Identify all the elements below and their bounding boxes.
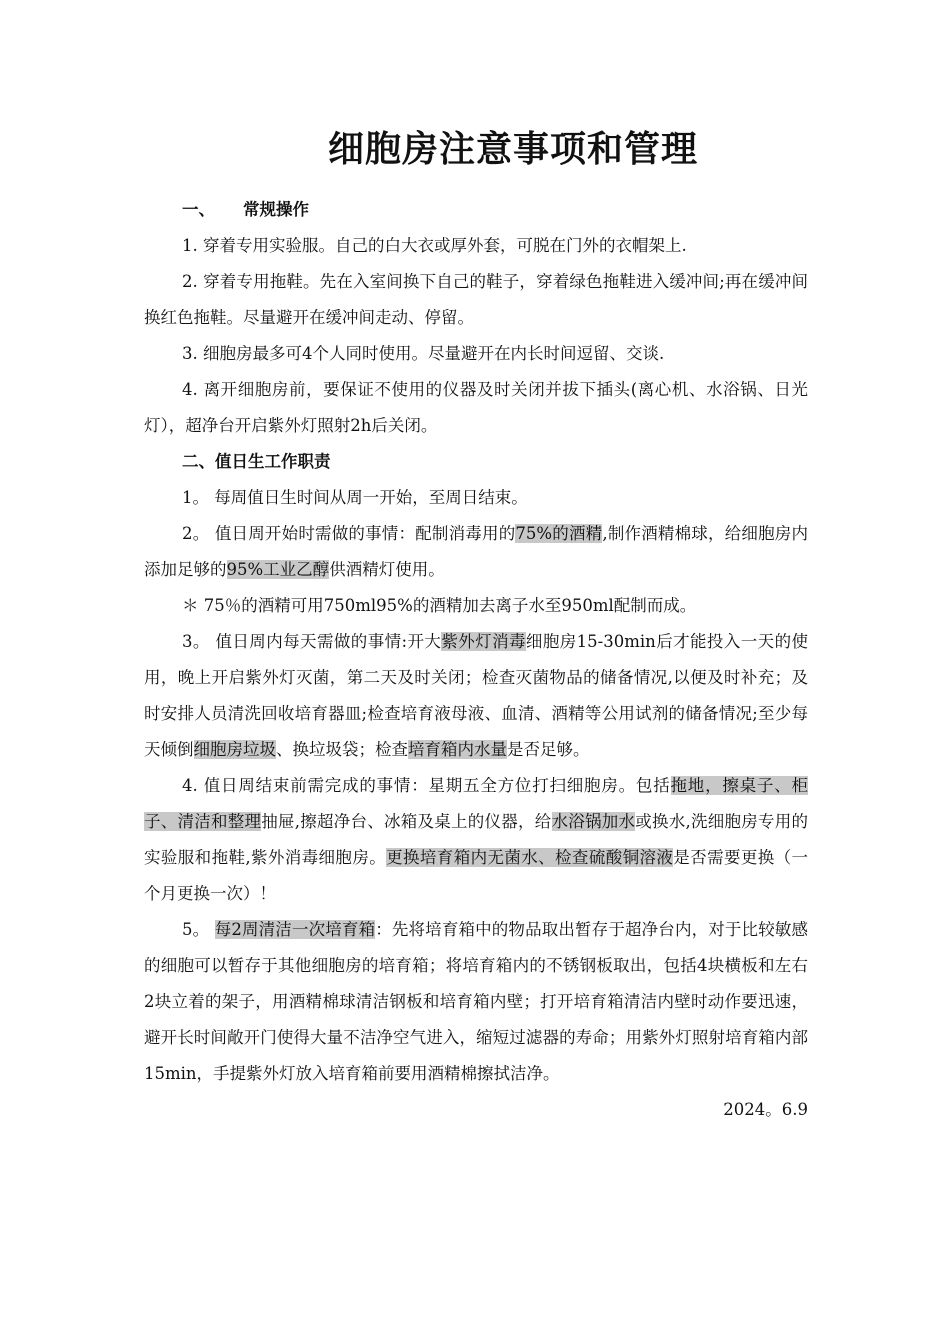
highlight-water-bath: 水浴锅加水 — [551, 812, 636, 831]
text-run: 4. 值日周结束前需完成的事情：星期五全方位打扫细胞房。包括 — [182, 776, 671, 795]
section-1-item-1: 1. 穿着专用实验服。自己的白大衣或厚外套，可脱在门外的衣帽架上. — [182, 236, 687, 255]
section-2-item-5 — [144, 912, 808, 1092]
section-2-item-4 — [144, 768, 808, 912]
highlight-clean-incubator: 每2周清洁一次培育箱 — [214, 920, 376, 939]
page-title: 细胞房注意事项和管理 — [327, 129, 698, 170]
highlight-cell-room-trash: 细胞房垃圾 — [193, 740, 276, 759]
highlight-95-ethanol: 95%工业乙醇 — [226, 560, 330, 579]
section-1-title: 常规操作 — [243, 200, 309, 219]
highlight-incubator-water: 培育箱内水量 — [408, 740, 507, 759]
text-run: 5。 — [182, 920, 215, 939]
text-run: 、换垃圾袋；检查 — [276, 740, 408, 759]
text-run: ,制作酒精棉球，给细胞房内添加足够的 — [144, 524, 808, 579]
text-run: 或换水,洗细胞房专用的实验服和拖鞋,紫外消毒细胞房。 — [144, 812, 808, 867]
highlight-sterile-water: 更换培育箱内无菌水、检查硫酸铜溶液 — [386, 848, 674, 867]
section-2-item-2 — [144, 516, 808, 588]
text-run: 是否需要更换（一个月更换一次）！ — [144, 848, 809, 903]
text-run: 供酒精灯使用。 — [329, 560, 445, 579]
section-1-number: 一、 — [182, 200, 215, 219]
text-run: 细胞房15-30min后才能投入一天的使用，晚上开启紫外灯灭菌，第二天及时关闭；检查灭菌物品的储备情况,以便及时补充；及时安排人员清洗回收培育器皿;检查培育液母液、血清、酒精等公用试剂的储备情况;至少每天倾倒 — [144, 632, 809, 759]
alcohol-note: ＊ 75％的酒精可用750ml95%的酒精加去离子水至950ml配制而成。 — [182, 596, 697, 615]
section-1-item-3: 3. 细胞房最多可4个人同时使用。尽量避开在内长时间逗留、交谈. — [182, 344, 665, 363]
section-1-item-4: 4. 离开细胞房前，要保证不使用的仪器及时关闭并拔下插头(离心机、水浴锅、日光灯），超净台开启紫外灯照射2h后关闭。 — [144, 380, 808, 435]
highlight-75-alcohol: 75%的酒精 — [515, 524, 603, 543]
section-2-item-3 — [144, 624, 808, 768]
section-1-item-2: 2. 穿着专用拖鞋。先在入室间换下自己的鞋子，穿着绿色拖鞋进入缓冲间;再在缓冲间换红色拖鞋。尽量避开在缓冲间走动、停留。 — [144, 272, 808, 327]
document-date: 2024。6.9 — [723, 1100, 808, 1119]
section-1-heading — [144, 192, 808, 228]
section-2-item-1: 1。 每周值日生时间从周一开始，至周日结束。 — [182, 488, 528, 507]
section-2-heading: 二、值日生工作职责 — [182, 452, 331, 471]
text-run: 是否足够。 — [507, 740, 590, 759]
text-run: 抽屉,擦超净台、冰箱及桌上的仪器，给 — [261, 812, 552, 831]
document-body — [144, 192, 808, 1128]
highlight-mop-clean: 拖地，擦桌子、柜子、清洁和整理 — [144, 776, 809, 831]
text-run: ：先将培育箱中的物品取出暂存于超净台内，对于比较敏感的细胞可以暂存于其他细胞房的培育箱；将培育箱内的不锈钢板取出，包括4块横板和左右2块立着的架子，用酒精棉球清洁钢板和培育箱内壁；打开培育箱清洁内壁时动作要迅速，避开长时间敞开门使得大量不洁净空气进入，缩短过滤器的寿命；用紫外灯照射培育箱内部15min，手提紫外灯放入培育箱前要用酒精棉擦拭洁净。 — [144, 920, 809, 1083]
highlight-uv-disinfection: 紫外灯消毒 — [441, 632, 526, 651]
text-run: 3。 值日周内每天需做的事情:开大 — [182, 632, 442, 651]
text-run: 2。 值日周开始时需做的事情：配制消毒用的 — [182, 524, 516, 543]
